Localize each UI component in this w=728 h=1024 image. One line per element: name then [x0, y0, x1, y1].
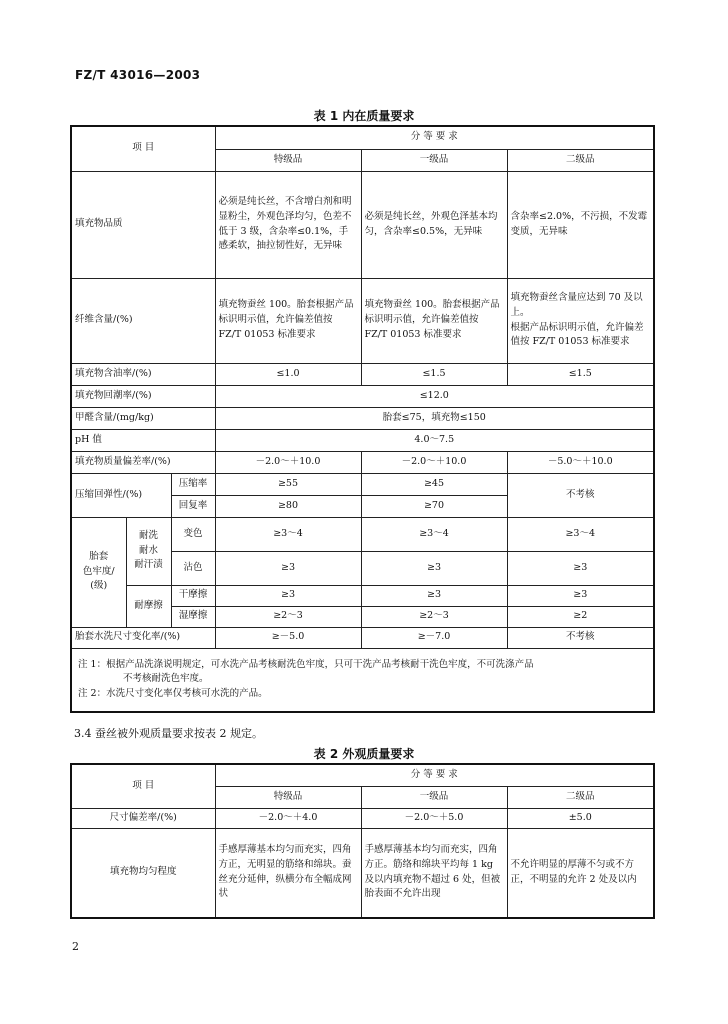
t2-head-g2: 一级品 [361, 786, 507, 808]
t2-r1-g1: －2.0～＋4.0 [215, 808, 361, 828]
t1-r2-g1: 填充物蚕丝 100。胎套根据产品标识明示值，允许偏差值按 FZ/T 01053 标准要求 [215, 278, 361, 363]
t1-notes: 注 1：根据产品洗涤说明规定，可水洗产品考核耐洗色牢度，只可干洗产品考核耐干洗色牢度，不可洗涤产品 不考核耐洗色牢度。 注 2：水洗尺寸变化率仅考核可水洗的产品。 [71, 648, 654, 712]
t2-r2-name: 填充物均匀程度 [71, 828, 215, 918]
table2-appearance-quality [70, 763, 655, 919]
t1-r3-g3: ≤1.5 [507, 363, 654, 385]
t1-head-g2: 一级品 [361, 149, 507, 171]
t1-r9-s3: ≥3 [507, 551, 654, 585]
t1-r8-g3: 不考核 [507, 473, 654, 517]
t1-r9-w3: ≥2 [507, 606, 654, 627]
t1-r9-w1: ≥2～3 [215, 606, 361, 627]
t1-head-item: 项 目 [71, 126, 215, 171]
t1-r7-g3: －5.0～＋10.0 [507, 451, 654, 473]
t1-r9-stain: 沾色 [171, 551, 215, 585]
t1-r5-name: 甲醛含量/(mg/kg) [71, 407, 215, 429]
t1-r8-g1a: ≥55 [215, 473, 361, 495]
t1-r2-g2: 填充物蚕丝 100。胎套根据产品标识明示值，允许偏差值按 FZ/T 01053 标准要求 [361, 278, 507, 363]
t2-r2-g2: 手感厚薄基本均匀而充实，四角方正。筋络和绵块平均每 1 kg 及以内填充物不超过 6 处，但被胎表面不允许出现 [361, 828, 507, 918]
t2-r1-g3: ±5.0 [507, 808, 654, 828]
standard-number: FZ/T 43016—2003 [75, 68, 201, 82]
t1-r2-g3: 填充物蚕丝含量应达到 70 及以上。 根据产品标识明示值，允许偏差值按 FZ/T 01053 标准要求 [507, 278, 654, 363]
t1-r1-g1: 必须是纯长丝，不含增白剂和明显粉尘，外观色泽均匀，色差不低于 3 级，含杂率≤0.1%，手感柔软，抽拉韧性好，无异味 [215, 171, 361, 278]
t2-head-grade: 分 等 要 求 [215, 764, 654, 786]
t1-r9-c3: ≥3～4 [507, 517, 654, 551]
t1-r9-dry: 干摩擦 [171, 585, 215, 606]
t1-r4-name: 填充物回潮率/(%) [71, 385, 215, 407]
t1-r8-g1b: ≥80 [215, 495, 361, 517]
table1-caption: 表 1 内在质量要求 [313, 109, 415, 123]
t1-r9-c1: ≥3～4 [215, 517, 361, 551]
t1-r10-g2: ≥－7.0 [361, 627, 507, 648]
t1-head-grade: 分 等 要 求 [215, 126, 654, 149]
t2-head-item: 项 目 [71, 764, 215, 808]
t1-r8-g2a: ≥45 [361, 473, 507, 495]
t1-r7-name: 填充物质量偏差率/(%) [71, 451, 215, 473]
t2-r1-g2: －2.0～＋5.0 [361, 808, 507, 828]
t1-r9-name: 胎套 色牢度/ (级) [71, 517, 126, 627]
t2-r1-name: 尺寸偏差率/(%) [71, 808, 215, 828]
t1-r9-change: 变色 [171, 517, 215, 551]
t1-r5-value: 胎套≤75，填充物≤150 [215, 407, 654, 429]
t1-r3-g1: ≤1.0 [215, 363, 361, 385]
t1-r7-g2: －2.0～＋10.0 [361, 451, 507, 473]
t1-r4-value: ≤12.0 [215, 385, 654, 407]
t1-r9-wash: 耐洗 耐水 耐汗渍 [126, 517, 171, 585]
t1-r7-g1: －2.0～＋10.0 [215, 451, 361, 473]
t1-r2-name: 纤维含量/(%) [71, 278, 215, 363]
section-3-4: 3.4 蚕丝被外观质量要求按表 2 规定。 [74, 727, 263, 740]
t1-r9-rub: 耐摩擦 [126, 585, 171, 627]
t2-head-g1: 特级品 [215, 786, 361, 808]
t1-r10-g1: ≥－5.0 [215, 627, 361, 648]
t1-r8-name: 压缩回弹性/(%) [71, 473, 171, 517]
t2-r2-g1: 手感厚薄基本均匀而充实，四角方正，无明显的筋络和绵块。蚕丝充分延伸，纵横分布全幅成网状 [215, 828, 361, 918]
t1-head-g3: 二级品 [507, 149, 654, 171]
t1-r9-s1: ≥3 [215, 551, 361, 585]
t1-r9-d3: ≥3 [507, 585, 654, 606]
t2-r2-g3: 不允许明显的厚薄不匀或不方正，不明显的允许 2 处及以内 [507, 828, 654, 918]
t1-r9-w2: ≥2～3 [361, 606, 507, 627]
t1-r6-value: 4.0～7.5 [215, 429, 654, 451]
t1-r8-g2b: ≥70 [361, 495, 507, 517]
table1-internal-quality [70, 125, 655, 713]
t1-r9-d1: ≥3 [215, 585, 361, 606]
table2-caption: 表 2 外观质量要求 [313, 747, 415, 761]
t2-head-g3: 二级品 [507, 786, 654, 808]
t1-r1-g2: 必须是纯长丝，外观色泽基本均匀，含杂率≤0.5%，无异味 [361, 171, 507, 278]
t1-r3-g2: ≤1.5 [361, 363, 507, 385]
t1-r9-d2: ≥3 [361, 585, 507, 606]
t1-r10-name: 胎套水洗尺寸变化率/(%) [71, 627, 215, 648]
t1-r10-g3: 不考核 [507, 627, 654, 648]
t1-r8-sub-recover: 回复率 [171, 495, 215, 517]
t1-r8-sub-compress: 压缩率 [171, 473, 215, 495]
t1-r9-c2: ≥3～4 [361, 517, 507, 551]
t1-r9-wet: 湿摩擦 [171, 606, 215, 627]
t1-head-g1: 特级品 [215, 149, 361, 171]
t1-r3-name: 填充物含油率/(%) [71, 363, 215, 385]
t1-r6-name: pH 值 [71, 429, 215, 451]
t1-r1-g3: 含杂率≤2.0%，不污损，不发霉变质，无异味 [507, 171, 654, 278]
t1-r9-s2: ≥3 [361, 551, 507, 585]
page-number: 2 [72, 940, 79, 953]
t1-r1-name: 填充物品质 [71, 171, 215, 278]
